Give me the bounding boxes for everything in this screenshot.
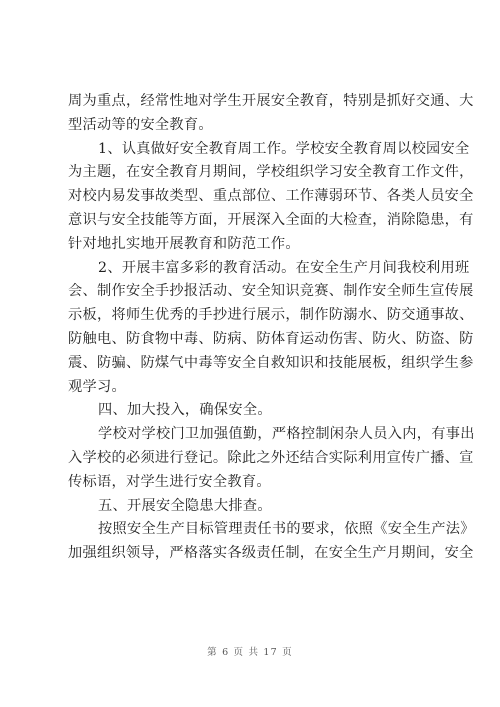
text-line: 学校对学校门卫加强值勤，严格控制闲杂人员入内，有事出 (98, 426, 475, 443)
text-line: 加强组织领导，严格落实各级责任制，在安全生产月期间，安全 (68, 545, 474, 562)
page-footer: 第 6 页 共 17 页 (207, 647, 293, 658)
text-line: 传标语，对学生进行安全教育。 (68, 473, 271, 490)
text-line: 观学习。 (68, 378, 126, 395)
text-line: 对校内易发事故类型、重点部位、工作薄弱环节、各类人员安全 (68, 188, 474, 205)
text-line: 为主题，在安全教育月期间，学校组织学习安全教育工作文件， (68, 164, 474, 181)
text-line: 2、开展丰富多彩的教育活动。在安全生产月间我校利用班 (98, 259, 470, 276)
text-line: 型活动等的安全教育。 (68, 116, 213, 133)
text-line: 针对地扎实地开展教育和防范工作。 (68, 235, 300, 252)
text-line: 1、认真做好安全教育周工作。学校安全教育周以校园安全 (98, 140, 470, 157)
body-text (68, 90, 475, 566)
text-line: 意识与安全技能等方面，开展深入全面的大检查，消除隐患，有 (68, 211, 474, 228)
text-line: 防触电、防食物中毒、防病、防体育运动伤害、防火、防盗、防 (68, 330, 474, 347)
text-line: 震、防骗、防煤气中毒等安全自救知识和技能展板，组织学生参 (68, 354, 474, 371)
text-line: 按照安全生产目标管理责任书的要求，依照《安全生产法》 (98, 521, 475, 538)
text-line: 周为重点，经常性地对学生开展安全教育，特别是抓好交通、大 (68, 93, 474, 109)
text-line: 入学校的必须进行登记。除此之外还结合实际利用宣传广播、宣 (68, 449, 474, 466)
text-line: 会、制作安全手抄报活动、安全知识竞赛、制作安全师生宣传展 (68, 283, 474, 300)
section-heading: 四、加大投入，确保安全。 (98, 402, 272, 419)
section-heading: 五、开展安全隐患大排查。 (98, 497, 272, 514)
text-line: 示板，将师生优秀的手抄进行展示，制作防溺水、防交通事故、 (68, 307, 474, 324)
